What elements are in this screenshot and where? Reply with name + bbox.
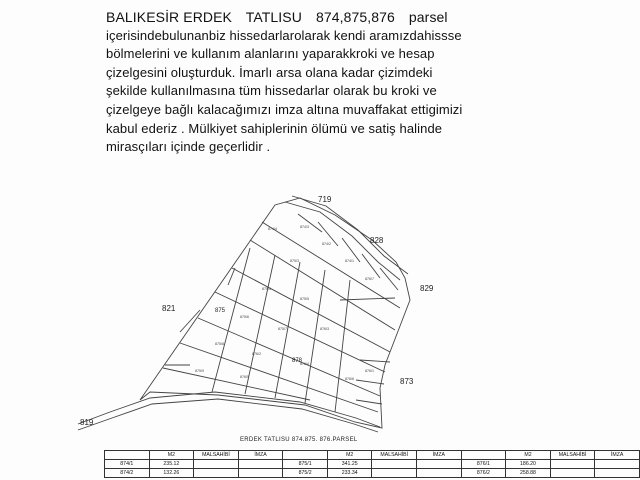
svg-text:874/1: 874/1	[345, 259, 354, 263]
area-table-container	[104, 450, 640, 480]
svg-text:876/7: 876/7	[365, 277, 374, 281]
table-header-cell: M2	[327, 451, 372, 460]
svg-text:875/9: 875/9	[195, 369, 204, 373]
table-header-cell: İMZA	[595, 451, 640, 460]
document-text-block	[106, 8, 636, 157]
table-cell	[372, 469, 417, 478]
parcel-label-819: 819	[80, 418, 94, 427]
document-title	[106, 8, 636, 27]
title-part: TATLISU	[245, 9, 302, 25]
parcel-label-828: 828	[370, 236, 384, 245]
table-cell: 874/2	[105, 469, 150, 478]
parcel-label-821: 821	[162, 304, 176, 313]
table-cell	[372, 460, 417, 469]
table-header-cell: İMZA	[417, 451, 462, 460]
table-cell: 341.25	[327, 460, 372, 469]
table-header-cell: M2	[506, 451, 551, 460]
table-cell: 875/2	[283, 469, 328, 478]
table-cell: 258.88	[506, 469, 551, 478]
body-line: mirasçıları içinde geçerlidir .	[106, 139, 271, 155]
svg-text:874/3: 874/3	[300, 225, 309, 229]
svg-text:876/5: 876/5	[240, 375, 249, 379]
body-line: çizelgeye bağlı kalacağımızı imza altına muvaffakat ettigimizi	[106, 101, 463, 117]
table-header-cell: İMZA	[238, 451, 283, 460]
table-cell	[417, 460, 462, 469]
table-cell	[238, 460, 283, 469]
parcel-label-875: 875	[215, 308, 226, 314]
body-line: kabul ederiz . Mülkiyet sahiplerinin ölümü ve satiş halinde	[106, 120, 443, 136]
table-cell: 132.26	[149, 469, 194, 478]
svg-text:876/4: 876/4	[300, 362, 309, 366]
table-header-cell: MALSAHİBİ	[372, 451, 417, 460]
title-part: BALIKESİR	[106, 9, 180, 25]
table-header-cell: MALSAHİBİ	[194, 451, 239, 460]
table-row	[105, 460, 640, 469]
title-part: parsel	[408, 9, 448, 25]
table-cell	[194, 460, 239, 469]
svg-text:875/5: 875/5	[300, 297, 309, 301]
title-part: ERDEK	[183, 9, 232, 25]
body-line: çizelgesini oluşturduk. İmarlı arsa olana kadar çizimdeki	[106, 64, 433, 80]
svg-text:875/6: 875/6	[240, 315, 249, 319]
table-header-cell	[283, 451, 328, 460]
svg-text:876/6: 876/6	[345, 377, 354, 381]
table-cell	[194, 469, 239, 478]
title-part: 874,875,876	[315, 9, 395, 25]
parcel-label-873: 873	[400, 377, 414, 386]
parcel-label-719: 719	[318, 195, 332, 204]
svg-text:875/3: 875/3	[290, 259, 299, 263]
svg-text:876/3: 876/3	[320, 327, 329, 331]
table-cell	[550, 469, 595, 478]
svg-text:874/2: 874/2	[322, 242, 331, 246]
svg-text:874/4: 874/4	[268, 227, 277, 231]
body-line: şekilde kullanılmasına tüm hissedarlar olarak bu kroki ve	[106, 83, 437, 99]
table-header-row	[105, 451, 640, 460]
table-cell: 876/2	[461, 469, 506, 478]
table-cell	[238, 469, 283, 478]
svg-text:875/7: 875/7	[278, 327, 287, 331]
table-cell	[595, 469, 640, 478]
parcel-sketch-map	[0, 186, 640, 436]
table-header-cell: M2	[149, 451, 194, 460]
body-line: bölmelerini ve kullanım alanlarını yaparakkroki ve hesap	[106, 46, 435, 62]
svg-text:875/8: 875/8	[215, 342, 224, 346]
table-cell	[550, 460, 595, 469]
map-caption: ERDEK TATLISU 874.875. 876.PARSEL	[240, 437, 358, 443]
table-cell: 235.12	[149, 460, 194, 469]
table-cell: 876/1	[461, 460, 506, 469]
table-header-cell: MALSAHİBİ	[550, 451, 595, 460]
area-table	[104, 450, 640, 478]
table-cell: 874/1	[105, 460, 150, 469]
table-cell: 186.20	[506, 460, 551, 469]
table-cell	[595, 460, 640, 469]
table-cell: 233.34	[327, 469, 372, 478]
parcel-label-829: 829	[420, 284, 434, 293]
svg-text:875/4: 875/4	[262, 287, 271, 291]
table-header-cell	[105, 451, 150, 460]
parcel-label-878: 878	[292, 358, 303, 364]
svg-text:876/1: 876/1	[365, 369, 374, 373]
table-header-cell	[461, 451, 506, 460]
table-cell: 875/1	[283, 460, 328, 469]
body-line: içerisindebulunanbiz hissedarlarolarak kendi aramızdahissse	[106, 27, 462, 43]
svg-text:876/2: 876/2	[252, 352, 261, 356]
table-cell	[417, 469, 462, 478]
table-row	[105, 469, 640, 478]
